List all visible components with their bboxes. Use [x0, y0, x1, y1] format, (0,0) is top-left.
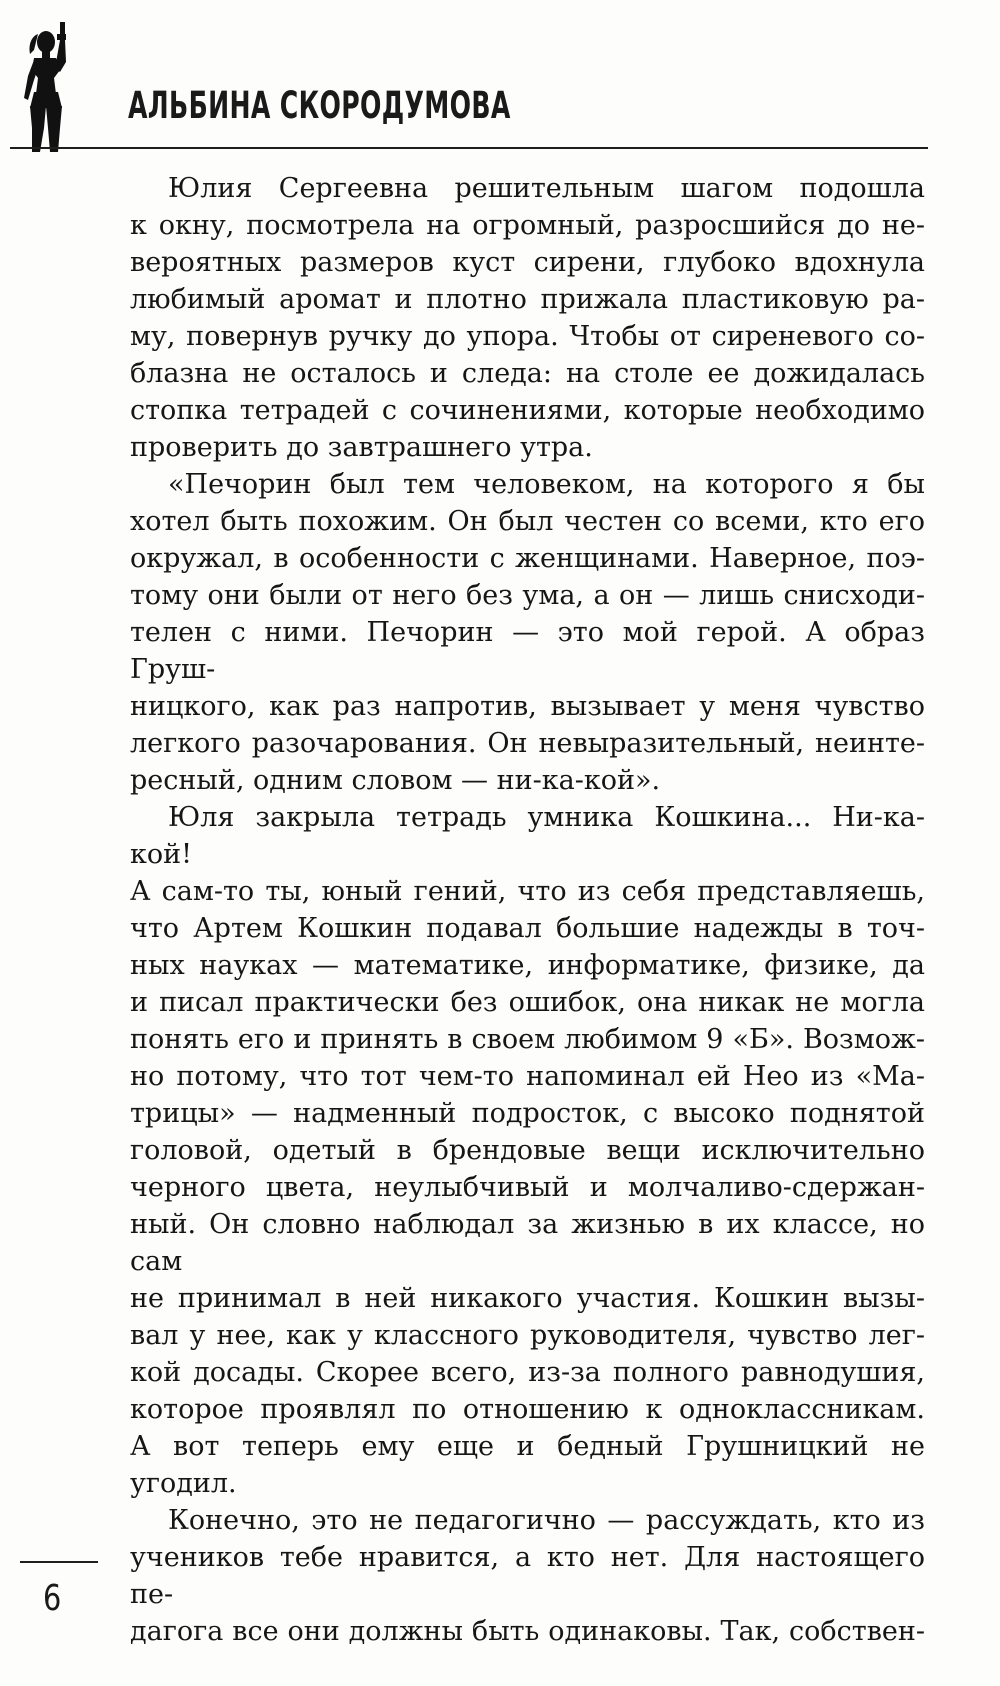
text-line: но потому, что тот чем-то напоминал ей Нео из «Ма-	[130, 1061, 925, 1092]
text-line: к окну, посмотрела на огромный, разросшийся до не-	[130, 210, 925, 241]
text-line: блазна не осталось и следа: на столе ее дожидалась	[130, 358, 925, 389]
text-line: ницкого, как раз напротив, вызывает у меня чувство	[130, 691, 925, 722]
text-line: легкого разочарования. Он невыразительный, неинте-	[130, 728, 925, 759]
page-number: 6	[43, 1578, 62, 1619]
text-line: тому они были от него без ума, а он — лишь снисходи-	[130, 580, 925, 611]
text-line: трицы» — надменный подросток, с высоко поднятой	[130, 1098, 925, 1129]
text-line: головой, одетый в брендовые вещи исключительно	[130, 1135, 925, 1166]
paragraph	[130, 799, 925, 1502]
text-line: и писал практически без ошибок, она никак не могла	[130, 987, 925, 1018]
text-line: которое проявлял по отношению к одноклассникам.	[130, 1394, 925, 1425]
text-line: стопка тетрадей с сочинениями, которые необходимо	[130, 395, 925, 426]
text-line: не принимал в ней никакого участия. Кошкин вызы-	[130, 1283, 925, 1314]
text-line: дагога все они должны быть одинаковы. Так, собствен-	[130, 1616, 925, 1647]
text-line: кой досады. Скорее всего, из-за полного равнодушия,	[130, 1357, 925, 1388]
text-line: ный. Он словно наблюдал за жизнью в их классе, но сам	[130, 1209, 925, 1277]
text-line: Юлия Сергеевна решительным шагом подошла	[168, 173, 925, 204]
woman-silhouette-with-pistol-icon	[10, 20, 88, 155]
text-line: окружал, в особенности с женщинами. Наверное, поэ-	[130, 543, 925, 574]
paragraph	[130, 466, 925, 799]
text-line: учеников тебе нравится, а кто нет. Для настоящего пе-	[130, 1542, 925, 1610]
text-line: «Печорин был тем человеком, на которого я бы	[168, 469, 925, 500]
text-line: телен с ними. Печорин — это мой герой. А образ Груш-	[130, 617, 925, 685]
paragraph	[130, 1502, 925, 1650]
text-line: му, повернув ручку до упора. Чтобы от сиреневого со-	[130, 321, 925, 352]
text-line: Юля закрыла тетрадь умника Кошкина... Ни-ка-кой!	[130, 802, 925, 870]
text-line: проверить до завтрашнего утра.	[130, 432, 593, 463]
text-line: вал у нее, как у классного руководителя, чувство лег-	[130, 1320, 925, 1351]
author-name: АЛЬБИНА СКОРОДУМОВА	[128, 84, 511, 127]
text-line: ресный, одним словом — ни-ка-кой».	[130, 765, 661, 796]
text-line: любимый аромат и плотно прижала пластиковую ра-	[130, 284, 925, 315]
footer-divider	[20, 1561, 98, 1563]
text-line: А сам-то ты, юный гений, что из себя представляешь,	[130, 876, 925, 907]
header-divider	[10, 147, 928, 149]
body-text	[130, 170, 925, 1650]
text-line: черного цвета, неулыбчивый и молчаливо-сдержан-	[130, 1172, 925, 1203]
text-line: хотел быть похожим. Он был честен со всеми, кто его	[130, 506, 925, 537]
text-line: ных науках — математике, информатике, физике, да	[130, 950, 925, 981]
text-line: вероятных размеров куст сирени, глубоко вдохнула	[130, 247, 925, 278]
text-line: А вот теперь ему еще и бедный Грушницкий не угодил.	[130, 1431, 925, 1499]
text-line: понять его и принять в своем любимом 9 «Б». Возмож-	[130, 1024, 925, 1055]
text-line: Конечно, это не педагогично — рассуждать, кто из	[168, 1505, 925, 1536]
text-line: что Артем Кошкин подавал большие надежды в точ-	[130, 913, 925, 944]
paragraph	[130, 170, 925, 466]
